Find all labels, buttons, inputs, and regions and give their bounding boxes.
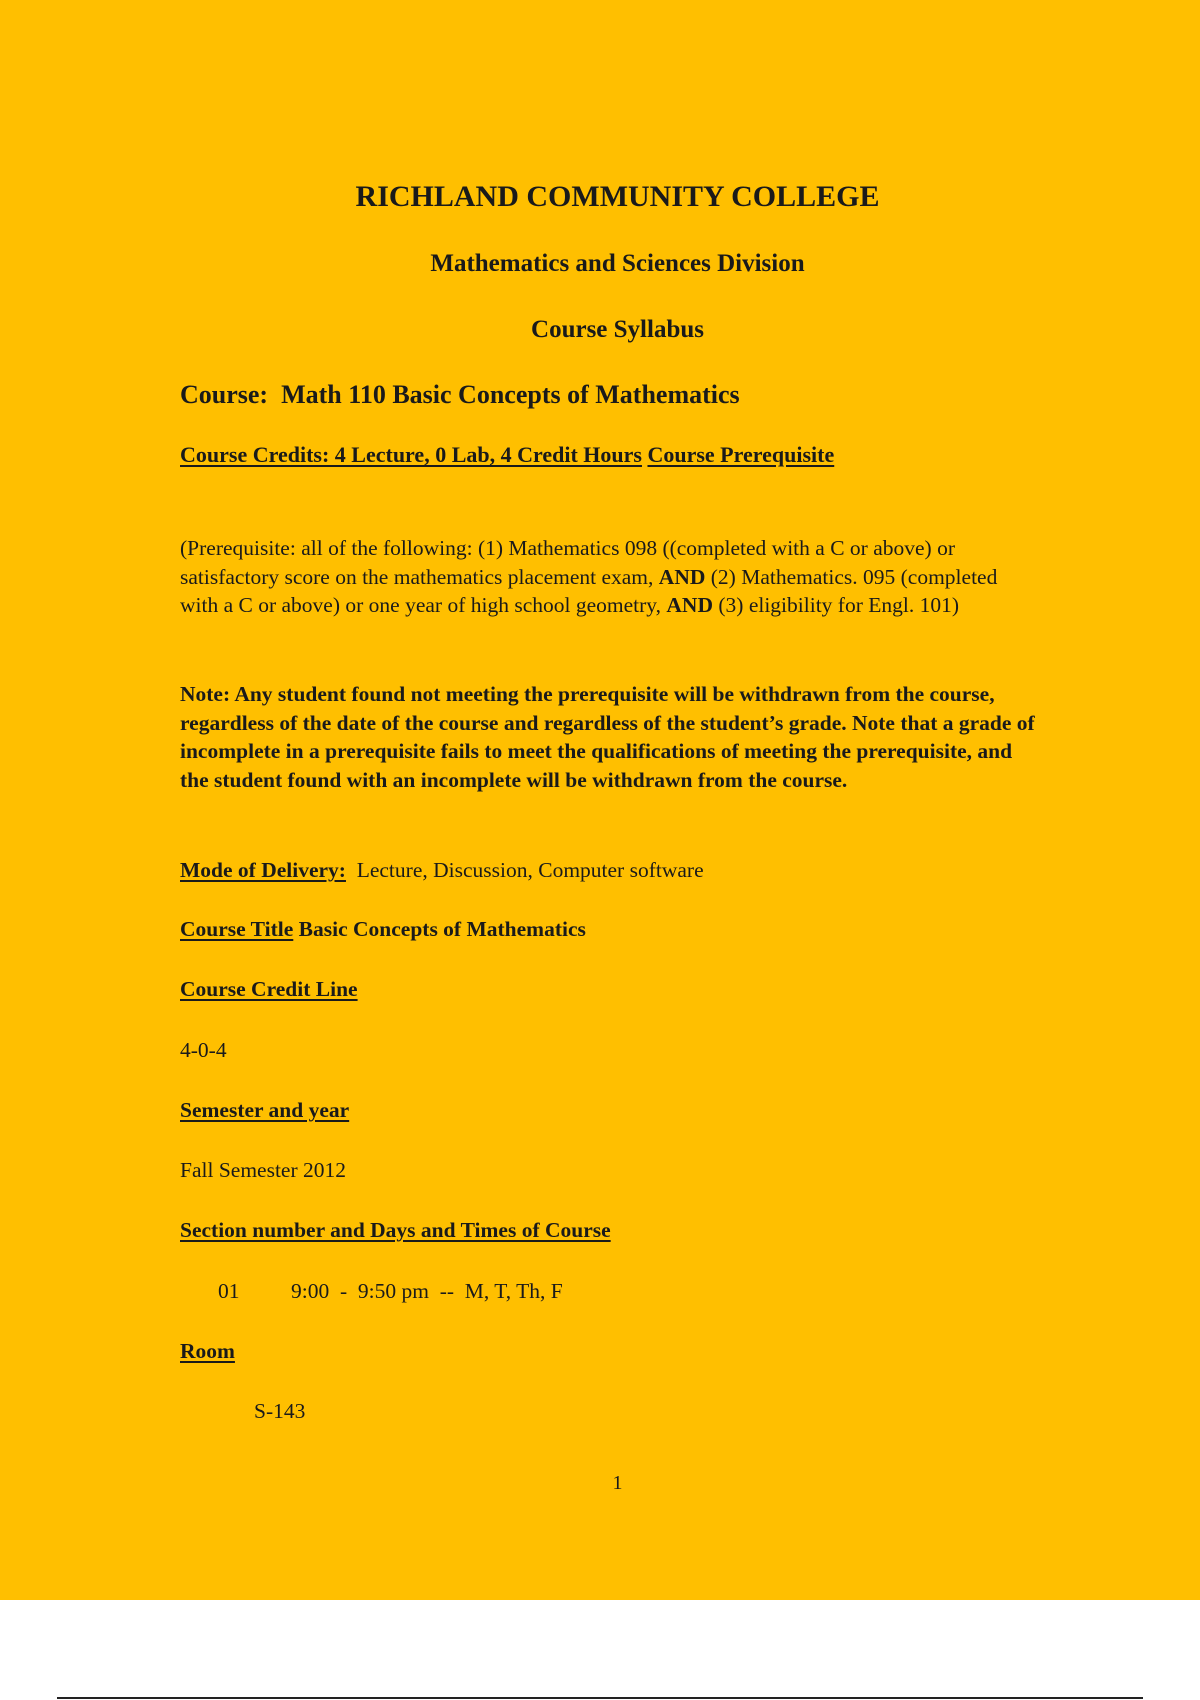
institution-title: RICHLAND COMMUNITY COLLEGE <box>355 180 880 213</box>
room-heading: Room <box>180 1339 235 1363</box>
course-name: Math 110 Basic Concepts of Mathematics <box>281 380 740 409</box>
credit-line-heading: Course Credit Line <box>180 977 358 1001</box>
delivery-line <box>180 858 704 883</box>
course-title-line <box>180 917 586 942</box>
delivery-value: Lecture, Discussion, Computer software <box>356 858 704 882</box>
prereq-and-1: AND <box>658 564 706 589</box>
room-value: S-143 <box>254 1399 306 1423</box>
prerequisite-note: Note: Any student found not meeting the prerequisite will be withdrawn from the course, regardless of the date of the course and regardless of the student’s grade. Note that a grade of incomplete in a prerequisite fails to meet the qualifications of meeting the prerequisite, and the student found with an incomplete will be withdrawn from the course. <box>180 682 1035 792</box>
delivery-heading: Mode of Delivery: <box>180 858 346 882</box>
course-label: Course: <box>180 380 269 409</box>
division-heading: Mathematics and Sciences Division <box>430 250 805 277</box>
prereq-text-3: (3) eligibility for Engl. 101) <box>713 593 960 617</box>
section-heading: Section number and Days and Times of Course <box>180 1218 611 1242</box>
prerequisite-heading: Course Prerequisite <box>647 442 835 467</box>
course-credits: Course Credits: 4 Lecture, 0 Lab, 4 Credit Hours <box>180 442 642 467</box>
section-times: 9:00 - 9:50 pm -- M, T, Th, F <box>291 1279 563 1303</box>
credit-line-value: 4-0-4 <box>180 1038 227 1062</box>
next-page-divider <box>57 1697 1143 1699</box>
document-type-heading: Course Syllabus <box>531 316 704 343</box>
course-title-value: Basic Concepts of Mathematics <box>298 917 586 941</box>
page-number: 1 <box>612 1472 623 1494</box>
prerequisite-paragraph <box>180 534 1040 620</box>
prereq-and-2: AND <box>666 593 713 617</box>
course-heading <box>180 380 740 410</box>
section-number: 01 <box>218 1279 240 1303</box>
page-gap <box>0 1600 1200 1700</box>
semester-value: Fall Semester 2012 <box>180 1158 347 1182</box>
semester-heading: Semester and year <box>180 1098 350 1122</box>
prereq-text-1: (Prerequisite: all of the following: (1) Mathematics 098 ((completed with a C or above) or satisfactory score on the mathematics placement exam, <box>180 536 955 589</box>
credits-line <box>180 442 834 468</box>
course-title-heading: Course Title <box>180 917 294 941</box>
prereq-text-2: (2) Mathematics. 095 (completed with a C or above) or one year of high school geometry, <box>180 564 998 617</box>
